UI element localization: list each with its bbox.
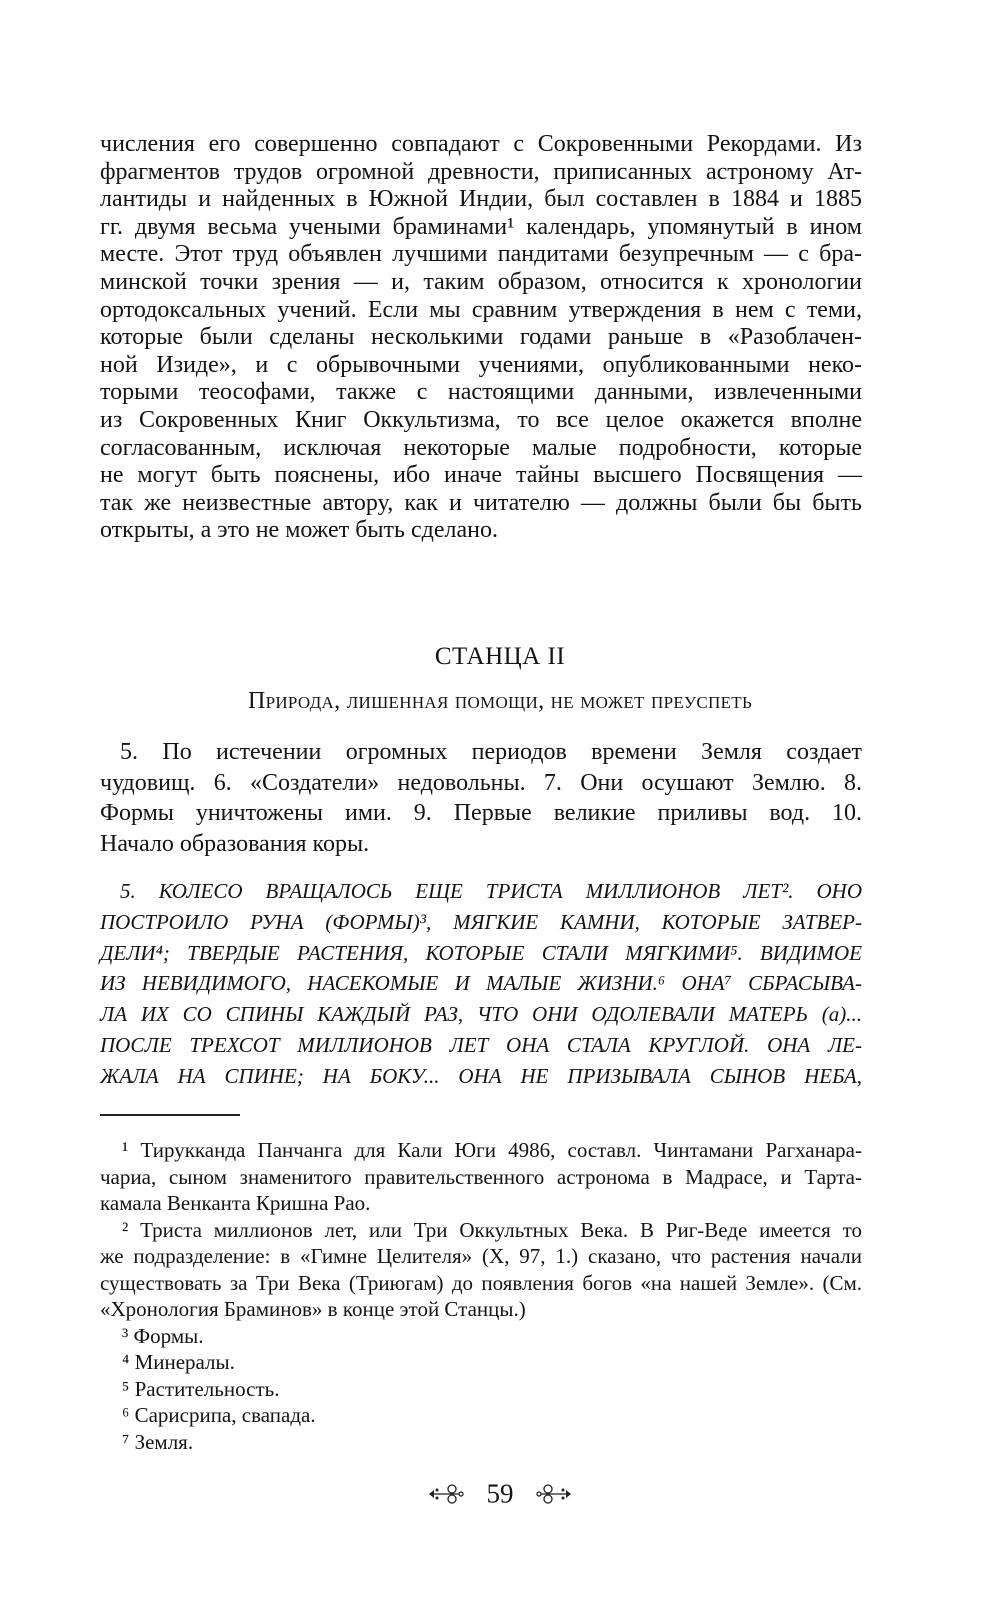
text-line: не могут быть пояснены, ибо иначе тайны высшего Посвящения — <box>100 462 862 489</box>
stanza-heading: СТАНЦА II <box>434 643 566 670</box>
footnote-line: же подразделение: в «Гимне Целителя» (X, 97, 1.) сказано, что растения начали <box>100 1244 862 1268</box>
text-line: числения его совершенно совпадают с Сокровенными Рекордами. Из <box>100 131 862 157</box>
footnote-divider <box>100 1114 240 1116</box>
text-line: минской точки зрения — и, таким образом, относится к хронологии <box>100 268 862 295</box>
body-paragraph <box>100 131 862 545</box>
footnote-line: чариа, сыном знаменитого правительственного астронома в Мадрасе, и Тарта- <box>100 1164 862 1189</box>
stanza-subtitle: Природа, лишенная помощи, не может преуспеть <box>247 688 753 714</box>
summary-line: 5. По истечении огромных периодов времени Земля создает <box>120 739 862 765</box>
footnote-line: «Хронология Браминов» в конце этой Станцы.) <box>100 1297 526 1321</box>
footnote-line: камала Венканта Кришна Рао. <box>100 1191 371 1215</box>
verse-line: ПОСТРОИЛО РУНА (ФОРМЫ)³, МЯГКИЕ КАМНИ, КОТОРЫЕ ЗАТВЕР- <box>100 909 862 934</box>
text-line: ной Изиде», и с обрывочными учениями, опубликованными неко- <box>100 351 862 378</box>
text-line: торыми теософами, также с настоящими данными, извлеченными <box>100 379 862 406</box>
footnote-line: ⁶ Сарисрипа, свапада. <box>122 1403 316 1427</box>
page-footer <box>0 1476 1000 1509</box>
right-ornament-icon <box>536 1482 572 1506</box>
text-line: открыты, а это не может быть сделано. <box>100 517 498 544</box>
text-line: месте. Этот труд объявлен лучшими пандитами безупречным — с бра- <box>100 241 862 268</box>
footnote-line: ¹ Тирукканда Панчанга для Кали Юги 4986, составл. Чинтамани Рагханара- <box>122 1138 862 1162</box>
text-line: лантиды и найденных в Южной Индии, был составлен в 1884 и 1885 <box>100 186 862 213</box>
page-number: 59 <box>486 1478 514 1509</box>
footnote-line: ⁴ Минералы. <box>122 1350 235 1374</box>
stanza-summary <box>100 737 862 860</box>
text-line: из Сокровенных Книг Оккультизма, то все целое окажется вполне <box>100 406 862 433</box>
summary-line: Начало образования коры. <box>100 831 370 858</box>
verse-line: ЖАЛА НА СПИНЕ; НА БОКУ... ОНА НЕ ПРИЗЫВАЛА СЫНОВ НЕБА, <box>100 1063 862 1088</box>
footnote-line: существовать за Три Века (Триюгам) до появления богов «на нашей Земле». (См. <box>100 1270 862 1295</box>
text-line: фрагментов трудов огромной древности, приписанных астроному Ат- <box>100 158 862 185</box>
text-line: гг. двумя весьма учеными браминами¹ календарь, упомянутый в ином <box>100 213 862 240</box>
left-ornament-icon <box>428 1482 464 1506</box>
verse-line: ПОСЛЕ ТРЕХСОТ МИЛЛИОНОВ ЛЕТ ОНА СТАЛА КРУГЛОЙ. ОНА ЛЕ- <box>100 1032 862 1057</box>
text-line: так же неизвестные автору, как и читателю — должны были бы быть <box>100 489 862 516</box>
verse-line: ЛА ИХ СО СПИНЫ КАЖДЫЙ РАЗ, ЧТО ОНИ ОДОЛЕВАЛИ МАТЕРЬ (а)... <box>100 1002 862 1027</box>
summary-line: чудовищ. 6. «Создатели» недовольны. 7. Они осушают Землю. 8. <box>100 769 862 796</box>
summary-line: Формы уничтожены ими. 9. Первые великие приливы вод. 10. <box>100 800 862 827</box>
verse-line: ИЗ НЕВИДИМОГО, НАСЕКОМЫЕ И МАЛЫЕ ЖИЗНИ.⁶ ОНА⁷ СБРАСЫВА- <box>100 971 862 996</box>
text-line: ортодоксальных учений. Если мы сравним утверждения в нем с теми, <box>100 296 862 323</box>
footnote-line: ³ Формы. <box>122 1323 204 1348</box>
verse-line: 5. КОЛЕСО ВРАЩАЛОСЬ ЕЩЕ ТРИСТА МИЛЛИОНОВ ЛЕТ². ОНО <box>120 879 862 903</box>
verse-line: ДЕЛИ⁴; ТВЕРДЫЕ РАСТЕНИЯ, КОТОРЫЕ СТАЛИ МЯГКИМИ⁵. ВИДИМОЕ <box>100 940 862 965</box>
footnotes <box>100 1137 862 1455</box>
footnote-line: ⁷ Земля. <box>122 1429 194 1454</box>
text-line: которые были сделаны несколькими годами раньше в «Разоблачен- <box>100 324 862 351</box>
stanza-verse <box>100 876 862 1092</box>
footnote-line: ² Триста миллионов лет, или Три Оккультных Века. В Риг-Веде имеется то <box>122 1217 862 1242</box>
footnote-line: ⁵ Растительность. <box>122 1376 280 1401</box>
text-line: согласованным, исключая некоторые малые подробности, которые <box>100 434 862 461</box>
